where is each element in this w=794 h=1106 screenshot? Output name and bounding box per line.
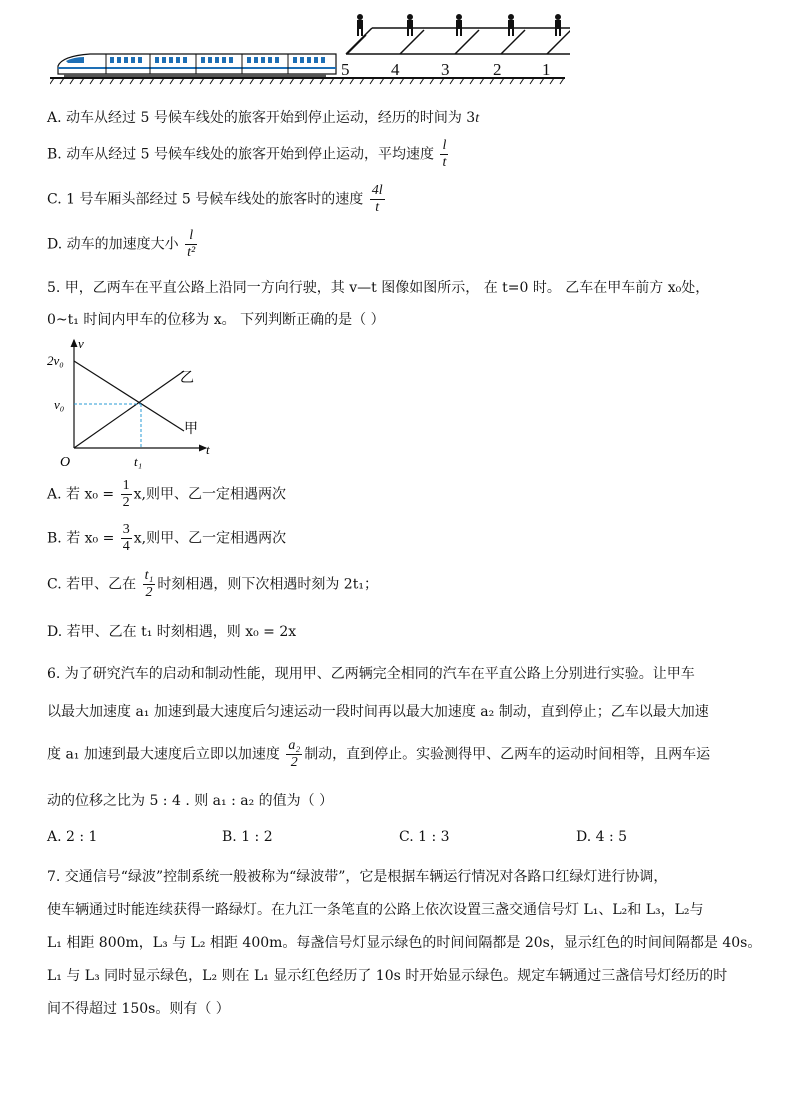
tick-2v0: 2v₀ <box>47 353 64 368</box>
label-jia: 甲 <box>184 422 198 437</box>
train <box>58 54 336 77</box>
y-axis-label: v <box>78 336 84 351</box>
q5-stem-line2: 0~t₁ 时间内甲车的位移为 x。 下列判断正确的是（ ） <box>47 312 385 328</box>
q7-line1: 7. 交通信号“绿波”控制系统一般被称为“绿波带”，它是根据车辆运行情况对各路口红绿灯进行协调， <box>47 869 668 885</box>
q7-line4: L₁ 与 L₃ 同时显示绿色，L₂ 则在 L₁ 显示红色经历了 10s 时开始显示绿色。规定车辆通过三盏信号灯经历的时 <box>47 968 728 984</box>
q6-line1: 6. 为了研究汽车的启动和制动性能，现用甲、乙两辆完全相同的汽车在平直公路上分别进行实验。让甲车 <box>47 666 695 682</box>
q7-line2: 使车辆通过时能连续获得一路绿灯。在九江一条笔直的公路上依次设置三盏交通信号灯 L₁、L₂和 L₃，L₂与 <box>47 902 704 918</box>
station-label: 3 <box>441 60 450 79</box>
label-yi: 乙 <box>180 371 194 386</box>
q5-vt-graph <box>44 336 224 474</box>
station-label: 1 <box>542 60 551 79</box>
q5-stem-line1: 5. 甲，乙两车在平直公路上沿同一方向行驶，其 v—t 图像如图所示， 在 t=0 时。 乙车在甲车前方 x₀处， <box>47 280 710 296</box>
q4-option-b: B. 动车从经过 5 号候车线处的旅客开始到停止运动，平均速度 $\frac{l}{t}$ <box>47 138 447 170</box>
q5-option-b: B. 若 x₀ = $\frac{3}{4}$ x,则甲、乙一定相遇两次 <box>47 522 287 554</box>
q4-option-d: D. 动车的加速度大小 $\frac{l}{\text{t²}}$ <box>47 228 196 260</box>
line-jia <box>74 361 184 431</box>
train-platform-figure <box>50 8 570 86</box>
q7-line5: 间不得超过 150s。则有（ ） <box>47 1001 230 1017</box>
q6-line3: 度 a₁ 加速到最大速度后立即以加速度 $\frac{\text{a₂}}{2}$ 制动，直到停止。实验测得甲、乙两车的运动时间相等，且两车运 <box>47 738 711 770</box>
q6-option-a: A. 2 : 1 <box>47 829 98 845</box>
q6-option-b: B. 1 : 2 <box>222 829 273 845</box>
line-yi <box>74 371 184 448</box>
station-label: 2 <box>493 60 502 79</box>
q7-line3: L₁ 相距 800m，L₃ 与 L₂ 相距 400m。每盏信号灯显示绿色的时间间隔都是 20s，显示红色的时间间隔都是 40s。 <box>47 935 762 951</box>
q5-option-d: D. 若甲、乙在 t₁ 时刻相遇，则 x₀ = 2x <box>47 624 297 640</box>
q6-option-d: D. 4 : 5 <box>576 829 628 845</box>
q6-line4: 动的位移之比为 5 : 4 . 则 a₁ : a₂ 的值为（ ） <box>47 793 334 809</box>
q6-line2: 以最大加速度 a₁ 加速到最大速度后匀速运动一段时间再以最大加速度 a₂ 制动，直到停止；乙车以最大加速 <box>47 704 709 720</box>
q6-option-c: C. 1 : 3 <box>399 829 450 845</box>
station-label: 5 <box>341 60 350 79</box>
passenger-icon <box>357 14 561 36</box>
x-axis-label: t <box>206 442 210 457</box>
tick-v0: v₀ <box>54 397 65 412</box>
q5-option-c: C. 若甲、乙在 $\frac{\text{t₁}}{2}$ 时刻相遇，则下次相遇时刻为 2t₁； <box>47 568 378 600</box>
tick-t1: t₁ <box>134 454 143 469</box>
station-label: 4 <box>391 60 400 79</box>
origin-label: O <box>60 455 71 470</box>
q5-option-a: A. 若 x₀ = $\frac{1}{2}$ x,则甲、乙一定相遇两次 <box>47 478 286 510</box>
q4-option-c: C. 1 号车厢头部经过 5 号候车线处的旅客时的速度 $\frac{4l}{t}$ <box>47 183 383 215</box>
q4-option-a: A. 动车从经过 5 号候车线处的旅客开始到停止运动，经历的时间为 3t <box>47 110 480 126</box>
